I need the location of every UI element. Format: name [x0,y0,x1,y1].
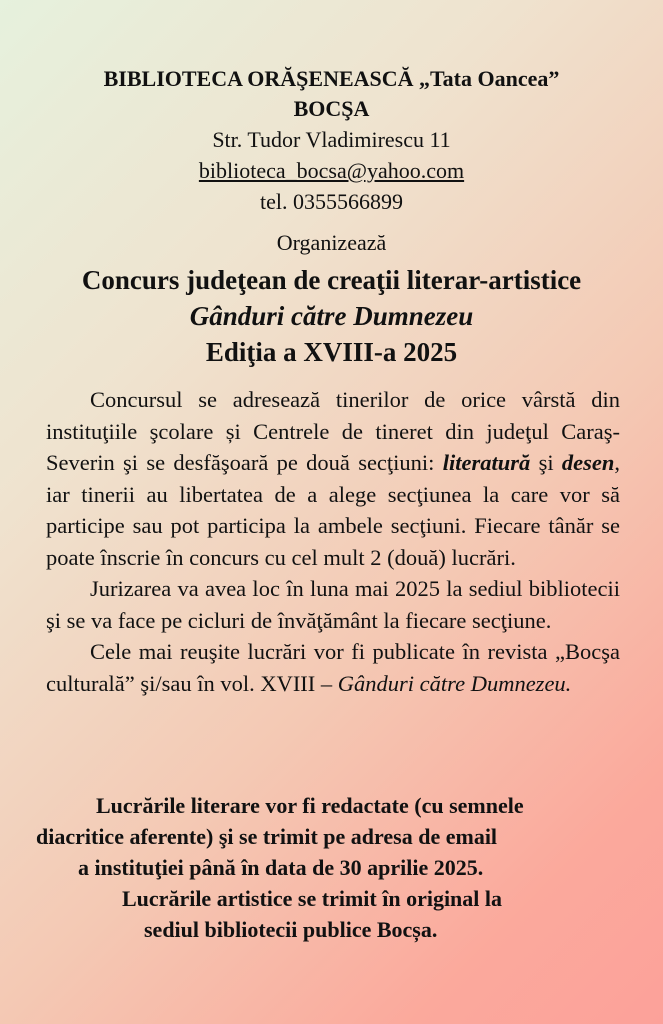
paragraph-text: , iar tinerii au libertatea de a alege secţiunea la care vor să participe sau pot participa la ambele secţiuni. Fiecare tânăr se poate înscrie în concurs cu cel mult 2 (două) lucrări. [46,450,620,570]
contest-title [0,262,663,370]
submission-line: Lucrările artistice se trimit în original la [122,886,503,911]
library-address: Str. Tudor Vladimirescu 11 [212,127,451,152]
library-header [0,64,663,217]
paragraph-publication [46,636,620,699]
contest-title-line: Concurs judeţean de creaţii literar-artistice [81,265,582,295]
contest-description [46,384,620,699]
submission-line: Lucrările literare vor fi redactate (cu semnele [96,793,524,818]
paragraph-jury: Jurizarea va avea loc în luna mai 2025 la sediul bibliotecii şi se va face pe cicluri de învăţământ la fiecare secţiune. [46,576,620,633]
paragraph-text: şi [530,450,562,475]
paragraph-text: Cele mai reuşite lucrări vor fi publicate în revista „Bocşa culturală” şi/sau în vol. XVIII – [46,639,620,696]
library-city: BOCŞA [293,96,370,121]
library-name: BIBLIOTECA ORĂŞENEASCĂ „Tata Oancea” [103,66,560,91]
library-phone: tel. 0355566899 [260,189,403,214]
section-drawing: desen [561,450,615,475]
paragraph-text: Concursul se adresează tinerilor de orice vârstă din instituţiile şcolare și Centrele de tineret din judeţul Caraş-Severin şi se desfăşoară pe două secţiuni: [46,387,620,475]
organizes-label: Organizează [276,230,387,255]
contest-theme: Gânduri către Dumnezeu [189,301,474,331]
contest-edition: Ediţia a XVIII-a 2025 [205,337,458,367]
submission-info [0,790,663,945]
volume-title: Gânduri către Dumnezeu. [337,670,572,696]
library-email[interactable]: biblioteca_bocsa@yahoo.com [198,158,465,183]
section-literature: literatură [442,450,531,475]
submission-line: diacritice aferente) şi se trimit pe adresa de email [36,824,498,849]
paragraph-sections [46,384,620,573]
submission-line: a instituţiei până în data de 30 aprilie 2025. [78,855,484,880]
submission-line: sediul bibliotecii publice Bocșa. [144,917,438,942]
